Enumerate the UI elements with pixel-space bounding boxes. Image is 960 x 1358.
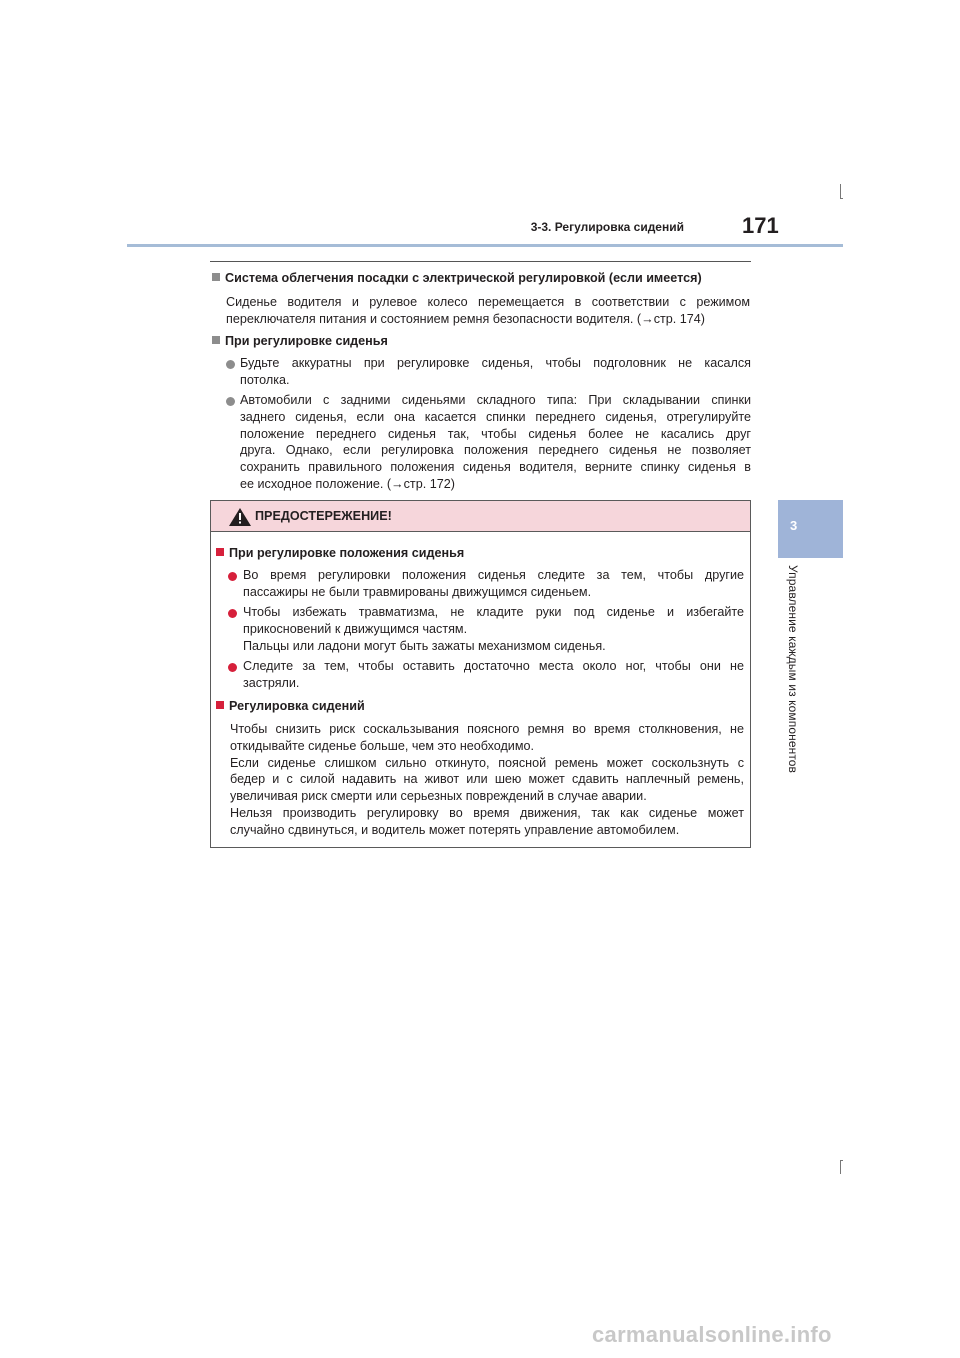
bullet-folding-seats: Автомобили с задними сиденьями складного типа: При складывании спинки заднего сиденья, если она касается спинки переднего сиденья, отрегулируйте положение переднего сиденья так, чтобы сиденья более не касались друг друга. Однако, если регулировка положения переднего сиденья не позволяет сохранить правильного положения сиденья водителя, верните спинку сиденья в ее исходное положение. (→стр. 172) [240,393,751,491]
square-bullet-icon [212,336,220,344]
chapter-title: Управление каждым из компонентов [786,565,800,774]
square-bullet-icon [216,701,224,709]
crop-mark-bottom [840,1160,841,1174]
paragraph-easy-access: Сиденье водителя и рулевое колесо перемещается в соответствии с режимом переключателя питания и состоянием ремня безопасности водителя. (→стр. 174) [226,295,750,326]
chapter-tab [778,500,843,558]
content-rule [210,261,751,262]
watermark: carmanualsonline.info [592,1322,832,1347]
circle-bullet-icon [226,360,235,369]
heading-easy-access: Система облегчения посадки с электрической регулировкой (если имеется) [212,270,752,287]
warning-bullet-hands: Чтобы избежать травматизма, не кладите руки под сиденье и избегайте прикосновений к движущимся частям. Пальцы или ладони могут быть зажаты механизмом сиденья. [243,605,744,653]
warning-header [211,501,750,532]
heading-adjusting-seat: При регулировке сиденья [212,333,752,350]
section-title: 3-3. Регулировка сидений [530,220,684,234]
header-divider [127,244,843,247]
warning-bullet-legroom: Следите за тем, чтобы оставить достаточно места около ног, чтобы они не застряли. [243,659,744,690]
circle-bullet-icon [226,397,235,406]
warning-title: ПРЕДОСТЕРЕЖЕНИЕ! [255,509,392,523]
warning-paragraph-adjusting: Чтобы снизить риск соскальзывания поясного ремня во время столкновения, не откидывайте сиденье больше, чем это необходимо. Если сиденье слишком сильно откинуто, поясной ремень может соскользнуть с бедер и с силой надавить на живот или шею может сдавить наплечный ремень, увеличивая риск смерти или серьезных повреждений в случае аварии. Нельзя производить регулировку во время движения, так как сиденье может случайно сдвинуться, и водитель может потерять управление автомобилем. [230,722,744,837]
page-number: 171 [742,213,779,238]
crop-mark-top-h [840,198,843,199]
circle-bullet-icon [228,609,237,618]
warning-triangle-icon [229,508,251,526]
warning-bullet-passengers: Во время регулировки положения сиденья следите за тем, чтобы другие пассажиры не были травмированы движущимся сиденьем. [243,568,744,599]
square-bullet-icon [212,273,220,281]
warning-heading-position: При регулировке положения сиденья [216,545,746,562]
crop-mark-bottom-h [840,1160,843,1161]
warning-heading-adjusting: Регулировка сидений [216,698,746,715]
square-bullet-icon [216,548,224,556]
chapter-number: 3 [790,518,798,533]
circle-bullet-icon [228,663,237,672]
circle-bullet-icon [228,572,237,581]
bullet-headrest: Будьте аккуратны при регулировке сиденья, чтобы подголовник не касался потолка. [240,356,751,387]
crop-mark-top [840,184,841,198]
